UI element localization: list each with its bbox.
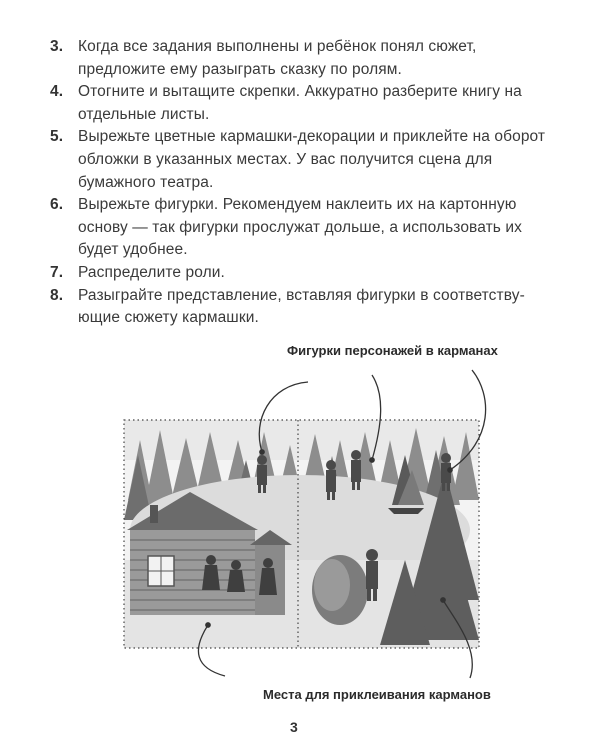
step-text: Вырежьте фигурки. Рекомендуем наклеить их на картонную основу — так фигурки прослужат дольше, а использовать их будет удобнее. [78, 196, 522, 259]
page-number: 3 [290, 719, 298, 735]
caption-character-figures: Фигурки персонажей в карманах [287, 343, 498, 358]
step-number: 7. [50, 263, 64, 281]
step-text: Вырежьте цветные кармашки-декорации и приклейте на оборот обложки в указанных местах. У вас получится сцена для бумажного театра. [78, 128, 546, 191]
caption-pocket-places: Места для приклеивания карманов [263, 687, 491, 702]
step-text: Когда все задания выполнены и ребёнок понял сюжет, предложите ему разыграть сказку по ролям. [78, 38, 477, 78]
step-number: 4. [50, 83, 64, 101]
step-number: 6. [50, 196, 64, 214]
step-number: 3. [50, 38, 64, 55]
scene-panel [124, 420, 479, 648]
step-text: Отогните и вытащите скрепки. Аккуратно разберите книгу на отдельные листы. [78, 83, 522, 123]
step-text: Разыграйте представление, вставляя фигурки в соответству-ющие сюжету кармашки. [78, 286, 525, 327]
step-number: 8. [50, 286, 64, 304]
bush [312, 555, 368, 625]
step-number: 5. [50, 128, 64, 146]
step-text: Распределите роли. [78, 263, 225, 281]
